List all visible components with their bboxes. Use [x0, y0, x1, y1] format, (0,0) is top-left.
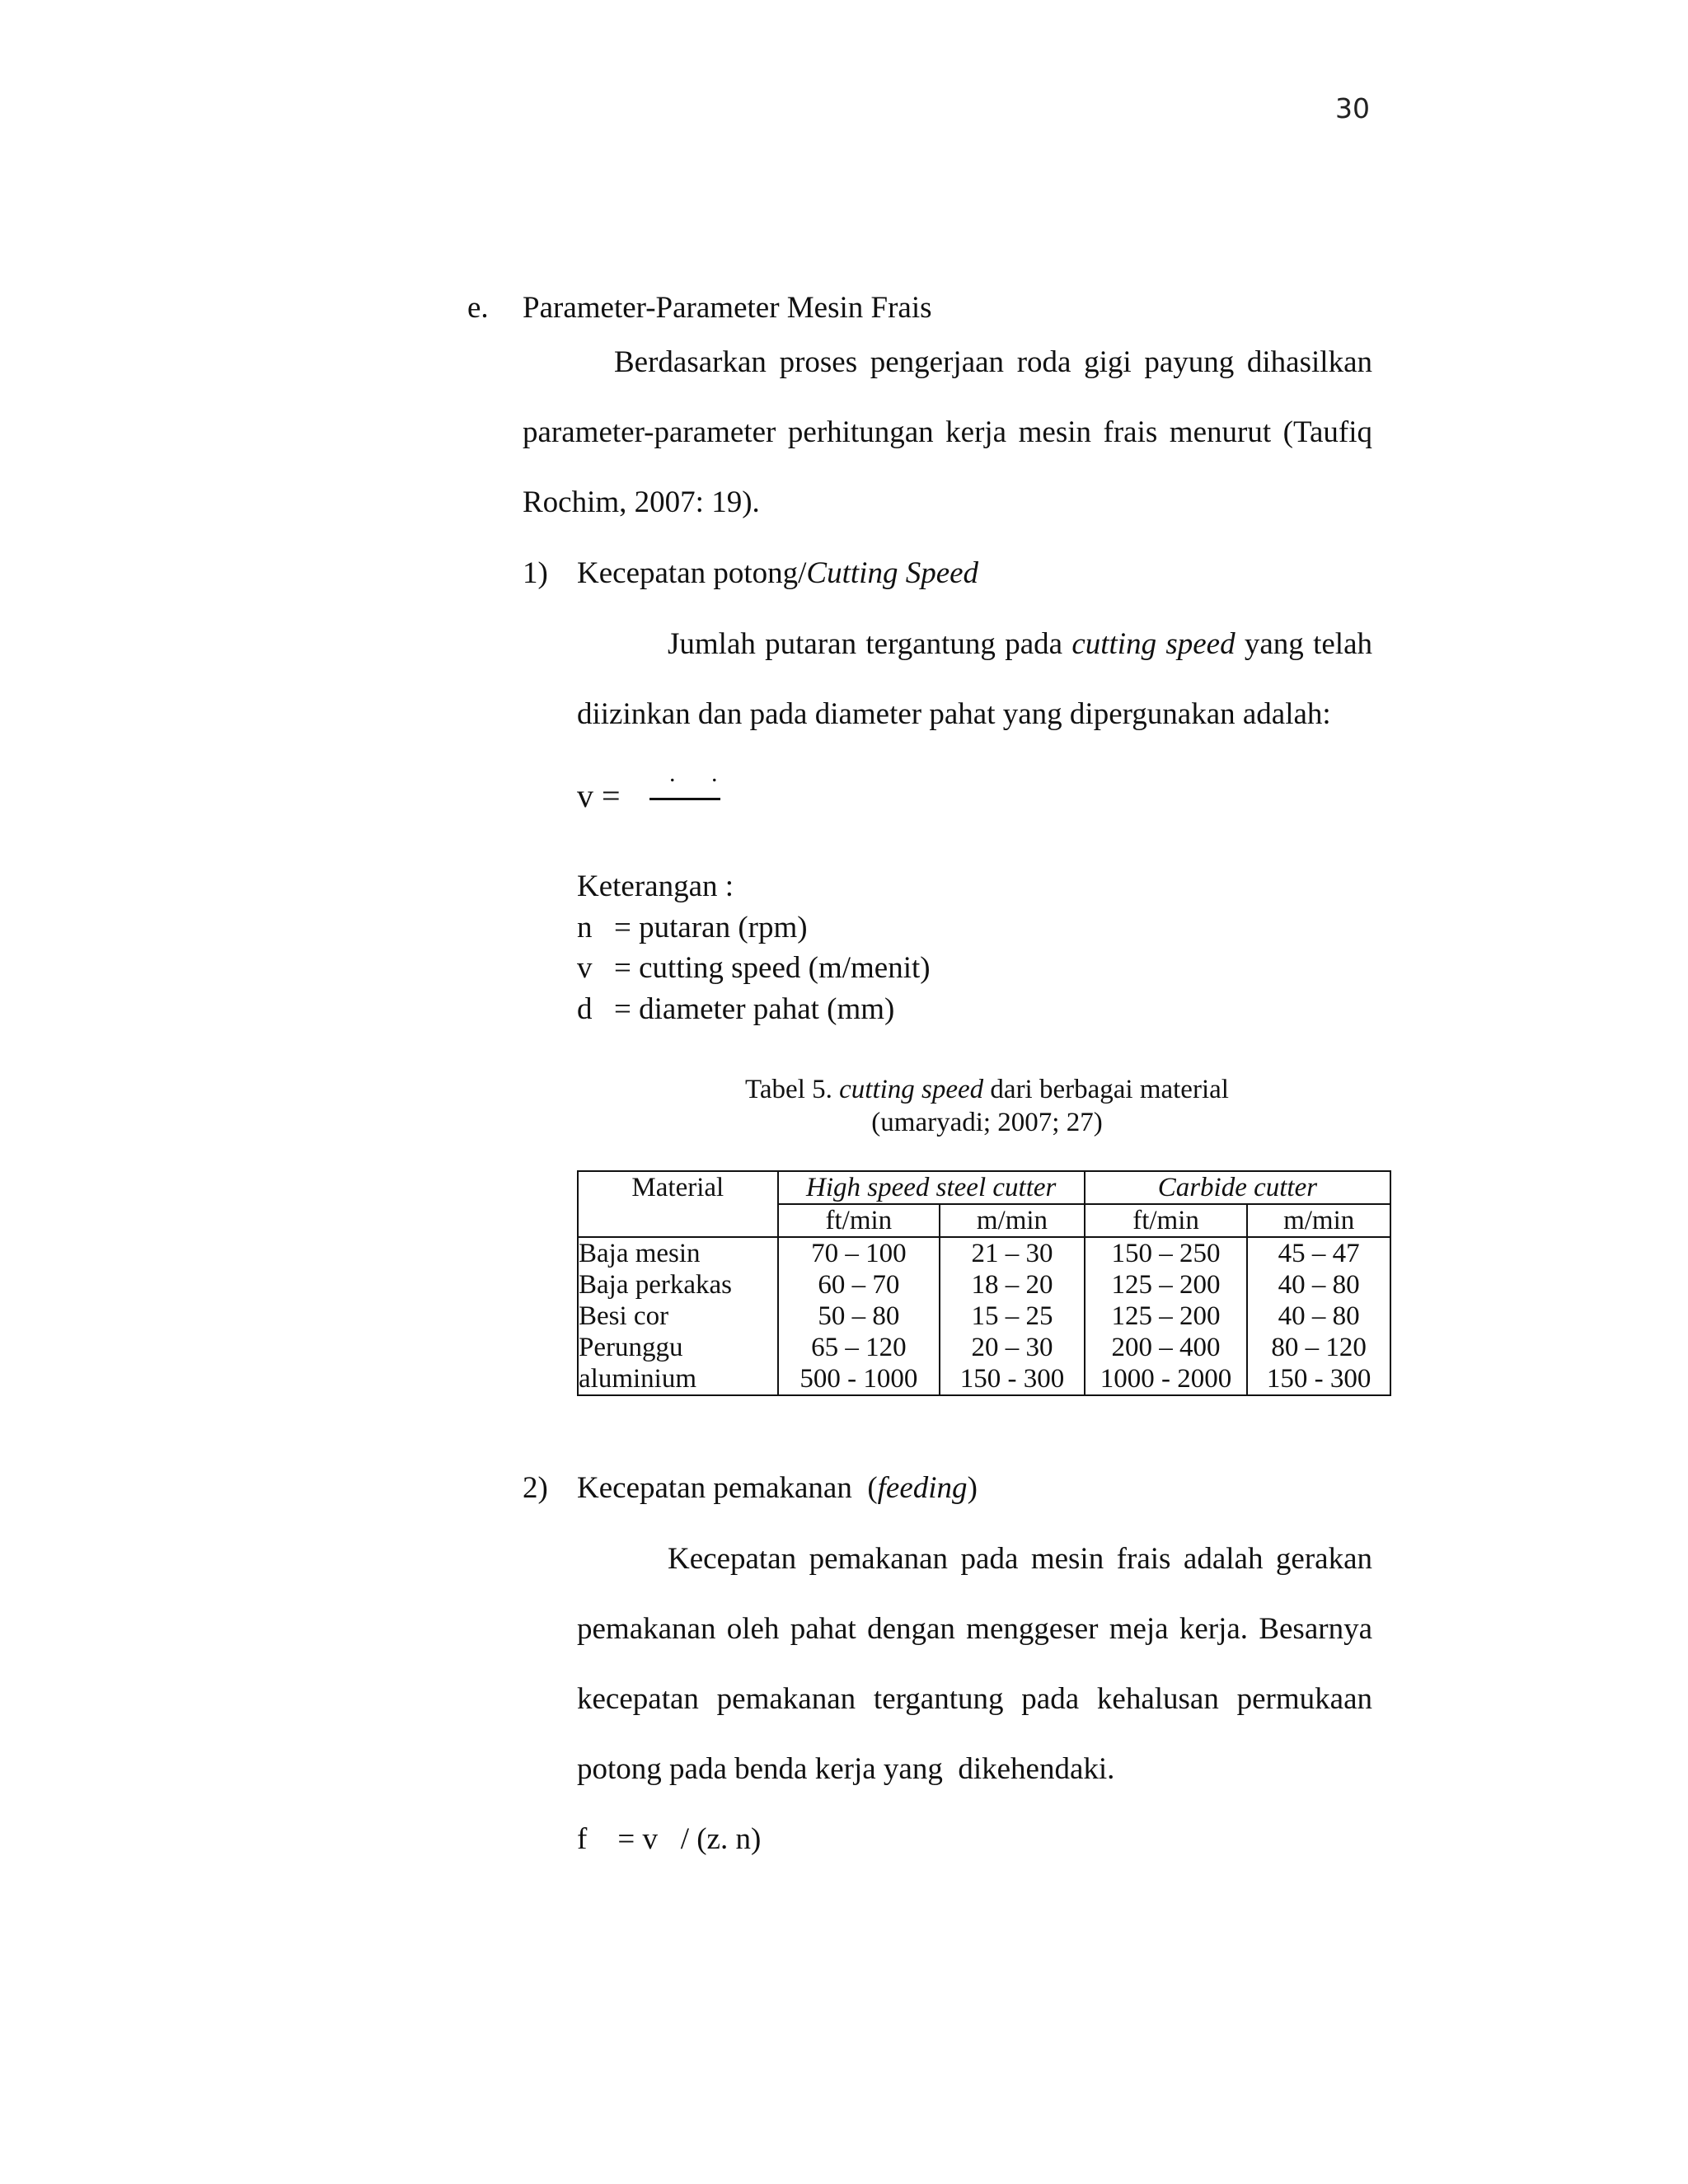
section-marker: e.	[467, 291, 489, 325]
col-material: Material	[578, 1171, 778, 1237]
keterangan-d-desc: = diameter pahat (mm)	[614, 992, 895, 1026]
sub1-marker: 1)	[523, 556, 548, 590]
intro-line-3: Rochim, 2007: 19).	[523, 485, 760, 519]
sub1-para-italic: cutting speed	[1071, 627, 1236, 661]
cell-hss-m: 18 – 20	[940, 1269, 1085, 1301]
cell-hss-ft: 65 – 120	[778, 1332, 940, 1363]
section-title: Parameter-Parameter Mesin Frais	[523, 291, 932, 325]
sub1-title-plain: Kecepatan potong/	[577, 556, 807, 590]
cell-material: Baja perkakas	[578, 1269, 778, 1301]
sub2-title	[577, 1470, 978, 1507]
table-row	[578, 1363, 1390, 1395]
sub1-para-line-1	[668, 626, 1372, 663]
cell-carb-ft: 1000 - 2000	[1085, 1363, 1248, 1395]
unit-carb-ft: ft/min	[1085, 1204, 1248, 1237]
sub2-para-line-1: Kecepatan pemakanan pada mesin frais adalah gerakan	[668, 1542, 1372, 1576]
feeding-formula: f = v / (z. n)	[577, 1822, 762, 1856]
cell-carb-ft: 125 – 200	[1085, 1269, 1248, 1301]
group-hss: High speed steel cutter	[778, 1171, 1085, 1204]
group-carbide: Carbide cutter	[1085, 1171, 1390, 1204]
cell-hss-m: 15 – 25	[940, 1301, 1085, 1332]
cell-hss-m: 150 - 300	[940, 1363, 1085, 1395]
table-caption-suffix: dari berbagai material	[983, 1075, 1229, 1104]
intro-line-2: parameter-parameter perhitungan kerja mesin frais menurut (Taufiq	[523, 415, 1372, 449]
table-caption-source: (umaryadi; 2007; 27)	[871, 1108, 1103, 1137]
sub2-para-line-4: potong pada benda kerja yang dikehendaki.	[577, 1752, 1115, 1786]
sub2-title-plain: Kecepatan pemakanan (	[577, 1471, 878, 1505]
cell-carb-m: 40 – 80	[1247, 1301, 1390, 1332]
cell-carb-ft: 125 – 200	[1085, 1301, 1248, 1332]
sub1-para-line-2: diizinkan dan pada diameter pahat yang dipergunakan adalah:	[577, 697, 1331, 731]
table-caption	[577, 1073, 1397, 1106]
cell-carb-ft: 200 – 400	[1085, 1332, 1248, 1363]
cell-hss-m: 21 – 30	[940, 1237, 1085, 1269]
cell-hss-ft: 500 - 1000	[778, 1363, 940, 1395]
keterangan-d-sym: d	[577, 992, 593, 1026]
page-number: 30	[1335, 92, 1370, 124]
sub2-para-line-3: kecepatan pemakanan tergantung pada kehalusan permukaan	[577, 1682, 1372, 1716]
unit-hss-ft: ft/min	[778, 1204, 940, 1237]
cell-hss-ft: 70 – 100	[778, 1237, 940, 1269]
sub1-para-a: Jumlah putaran tergantung pada	[668, 627, 1072, 661]
keterangan-v-sym: v	[577, 951, 593, 985]
cell-material: aluminium	[578, 1363, 778, 1395]
cell-carb-m: 150 - 300	[1247, 1363, 1390, 1395]
unit-hss-m: m/min	[940, 1204, 1085, 1237]
sub2-title-italic: feeding	[877, 1471, 968, 1505]
cell-carb-ft: 150 – 250	[1085, 1237, 1248, 1269]
keterangan-title: Keterangan :	[577, 869, 734, 903]
formula-v-lhs: v =	[577, 777, 621, 814]
unit-carb-m: m/min	[1247, 1204, 1390, 1237]
formula-numerator: . .	[669, 760, 733, 787]
cutting-speed-table	[577, 1170, 1391, 1396]
cell-carb-m: 45 – 47	[1247, 1237, 1390, 1269]
cell-hss-m: 20 – 30	[940, 1332, 1085, 1363]
table-row	[578, 1269, 1390, 1301]
table-row	[578, 1301, 1390, 1332]
fraction-bar	[649, 798, 720, 800]
table-row	[578, 1332, 1390, 1363]
intro-line-1: Berdasarkan proses pengerjaan roda gigi payung dihasilkan	[614, 345, 1372, 379]
sub2-para-line-2: pemakanan oleh pahat dengan menggeser meja kerja. Besarnya	[577, 1612, 1372, 1646]
sub1-title	[577, 555, 978, 592]
sub1-para-b: yang telah	[1235, 627, 1372, 661]
cell-material: Baja mesin	[578, 1237, 778, 1269]
cell-carb-m: 40 – 80	[1247, 1269, 1390, 1301]
keterangan-n-desc: = putaran (rpm)	[614, 911, 808, 944]
keterangan-v-desc: = cutting speed (m/menit)	[614, 951, 931, 985]
cell-material: Besi cor	[578, 1301, 778, 1332]
sub2-title-close: )	[967, 1471, 978, 1505]
sub2-marker: 2)	[523, 1471, 548, 1505]
sub1-title-italic: Cutting Speed	[806, 556, 979, 590]
cell-material: Perunggu	[578, 1332, 778, 1363]
cell-hss-ft: 60 – 70	[778, 1269, 940, 1301]
keterangan-n-sym: n	[577, 911, 593, 944]
table-row	[578, 1237, 1390, 1269]
table-caption-italic: cutting speed	[839, 1075, 984, 1104]
cell-carb-m: 80 – 120	[1247, 1332, 1390, 1363]
cell-hss-ft: 50 – 80	[778, 1301, 940, 1332]
table-caption-prefix: Tabel 5.	[745, 1075, 840, 1104]
